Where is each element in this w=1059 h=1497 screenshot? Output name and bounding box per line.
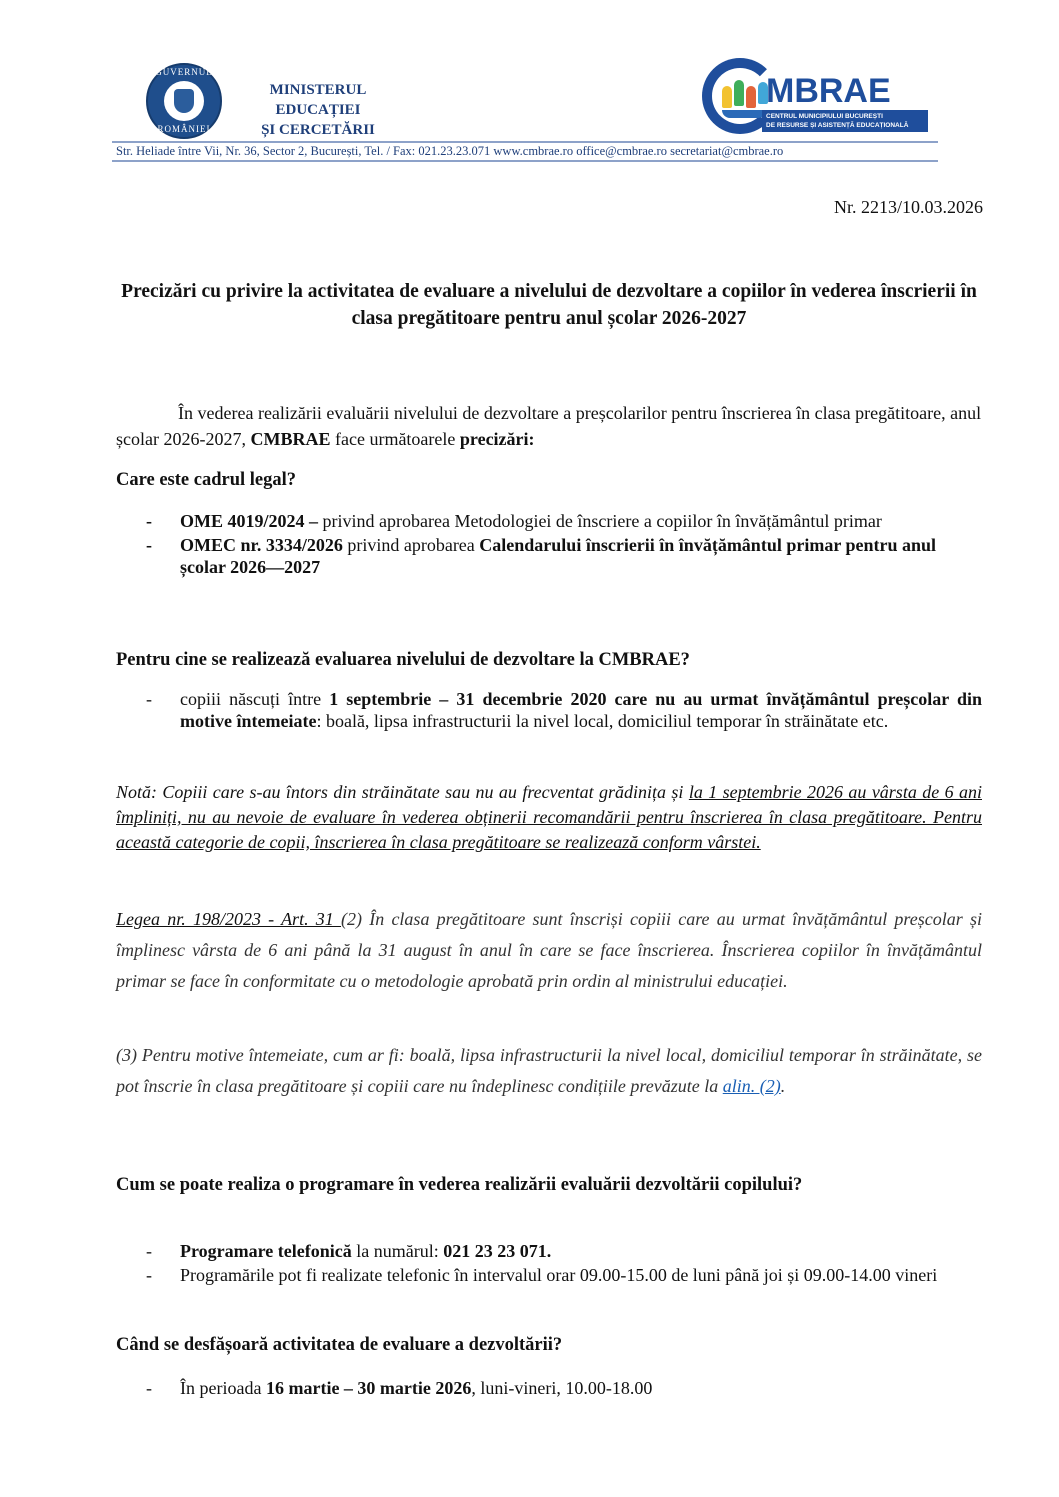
intro-paragraph [116,400,982,452]
list-item [116,510,982,532]
contact-address-line: Str. Heliade între Vii, Nr. 36, Sector 2, București, Tel. / Fax: 021.23.23.071 www.cmbrae.ro office@cmbrae.ro secretariat@cmbrae.ro [116,144,784,158]
target-bold: 1 septembrie – 31 decembrie 2020 care nu au urmat învățământul preșcolar din motive întemeiate [180,689,982,731]
dash-bullet: - [146,1241,152,1261]
booking-text: la numărul: [351,1241,444,1261]
when-list [116,1377,982,1399]
cmbrae-wordmark: MBRAE [766,72,891,110]
law-reference: Legea nr. 198/2023 - Art. 31 [116,909,342,929]
header-divider-bottom [112,160,938,162]
heading-booking: Cum se poate realiza o programare în vederea realizării evaluării dezvoltării copilului? [116,1175,803,1195]
seal-top-text: GUVERNUL [155,67,213,77]
when-text: În perioada [180,1378,266,1398]
child-figure-icon [734,80,744,106]
government-seal-logo [146,63,222,139]
list-item [116,1377,982,1399]
legal-ref: OME 4019/2024 – [180,511,318,531]
heading-target-group: Pentru cine se realizează evaluarea nivelului de dezvoltare la CMBRAE? [116,650,690,670]
dash-bullet: - [146,511,152,531]
law-paragraph-3-end: . [780,1076,786,1096]
legal-text: privind aprobarea Metodologiei de înscriere a copiilor în învățământul primar [318,511,882,531]
alin-2-link[interactable]: alin. (2) [722,1076,781,1096]
heading-legal-framework: Care este cadrul legal? [116,470,296,490]
when-period: 16 martie – 30 martie 2026 [265,1378,472,1398]
ministry-name [228,80,408,140]
list-item [116,534,982,578]
law-article-paragraph [116,904,982,997]
law-paragraph-3 [116,1040,982,1102]
legal-list [116,510,982,580]
phone-number: 021 23 23 071. [443,1241,552,1261]
eagle-coat-of-arms-icon [174,89,194,113]
cmbrae-subtitle [762,110,928,132]
seal-bottom-text: ROMÂNIEI [157,124,211,134]
cmbrae-subtitle-line-1: CENTRUL MUNICIPIULUI BUCUREȘTI [766,113,883,120]
note-text: Notă: Copiii care s-au întors din străinătate sau nu au frecventat grădinița și [116,782,689,802]
child-figure-icon [746,86,756,108]
when-schedule: , luni-vineri, 10.00-18.00 [471,1378,653,1398]
dash-bullet: - [146,689,152,709]
target-text-post: : boală, lipsa infrastructurii la nivel local, domiciliul temporar în străinătate etc. [316,711,889,731]
target-text: copiii născuți între [180,689,330,709]
list-item [116,1264,982,1286]
legal-ref: OMEC nr. 3334/2026 [180,535,343,555]
document-title: Precizări cu privire la activitatea de evaluare a nivelului de dezvoltare a copiilor în vederea înscrierii în clasa pregătitoare pentru anul școlar 2026-2027 [121,281,977,329]
intro-org: CMBRAE [250,429,331,449]
heading-when: Când se desfășoară activitatea de evaluare a dezvoltării? [116,1335,563,1355]
dash-bullet: - [146,535,152,555]
legal-text: privind aprobarea [342,535,480,555]
booking-bold: Programare telefonică [180,1241,352,1261]
ministry-line-1: MINISTERUL EDUCAȚIEI [269,82,367,118]
booking-hours: Programările pot fi realizate telefonic în intervalul orar 09.00-15.00 de luni până joi și 09.00-14.00 vineri [180,1265,938,1285]
target-list [116,688,982,732]
intro-text-mid: face următoarele [330,429,460,449]
hand-icon [722,110,766,118]
child-figure-icon [722,86,732,108]
cmbrae-subtitle-line-2: DE RESURSE ȘI ASISTENȚĂ EDUCAȚIONALĂ [766,122,909,129]
note-paragraph [116,780,982,855]
note-underlined-text: la 1 septembrie 2026 au vârsta de 6 ani împliniți, nu au nevoie de evaluare în vederea obținerii recomandării pentru înscrierea în clasa pregătitoare. Pentru această categorie de copii, înscrierea în clasa pregătitoare se realizează conform vârstei. [116,782,982,852]
list-item [116,688,982,732]
law-paragraph-3-text: (3) Pentru motive întemeiate, cum ar fi: boală, lipsa infrastructurii la nivel local, domiciliul temporar în străinătate, se pot înscrie în clasa pregătitoare și copiii care nu îndeplinesc condițiile prevăzute la [116,1045,982,1096]
dash-bullet: - [146,1378,152,1398]
legal-calendar: Calendarului înscrierii în învățământul primar pentru anul școlar 2026—2027 [180,535,937,577]
booking-list [116,1240,982,1288]
document-number: Nr. 2213/10.03.2026 [833,197,983,217]
header-divider-top [112,141,938,143]
law-paragraph-2: (2) În clasa pregătitoare sunt înscriși copiii care au urmat învățământul preșcolar și împlinesc vârsta de 6 ani până la 31 august în anul în care se face înscrierea. Înscrierea copiilor în învățământul primar se face în conformitate cu o metodologie aprobată prin ordin al ministrului educației. [116,909,982,991]
list-item [116,1240,982,1262]
cmbrae-logo [700,58,930,138]
ministry-line-2: ȘI CERCETĂRII [261,122,375,138]
dash-bullet: - [146,1265,152,1285]
intro-text: În vederea realizării evaluării nivelului de dezvoltare a preșcolarilor pentru înscrierea în clasa pregătitoare, anul școlar 2026-2027, [116,403,982,449]
intro-bold-end: precizări: [459,429,535,449]
